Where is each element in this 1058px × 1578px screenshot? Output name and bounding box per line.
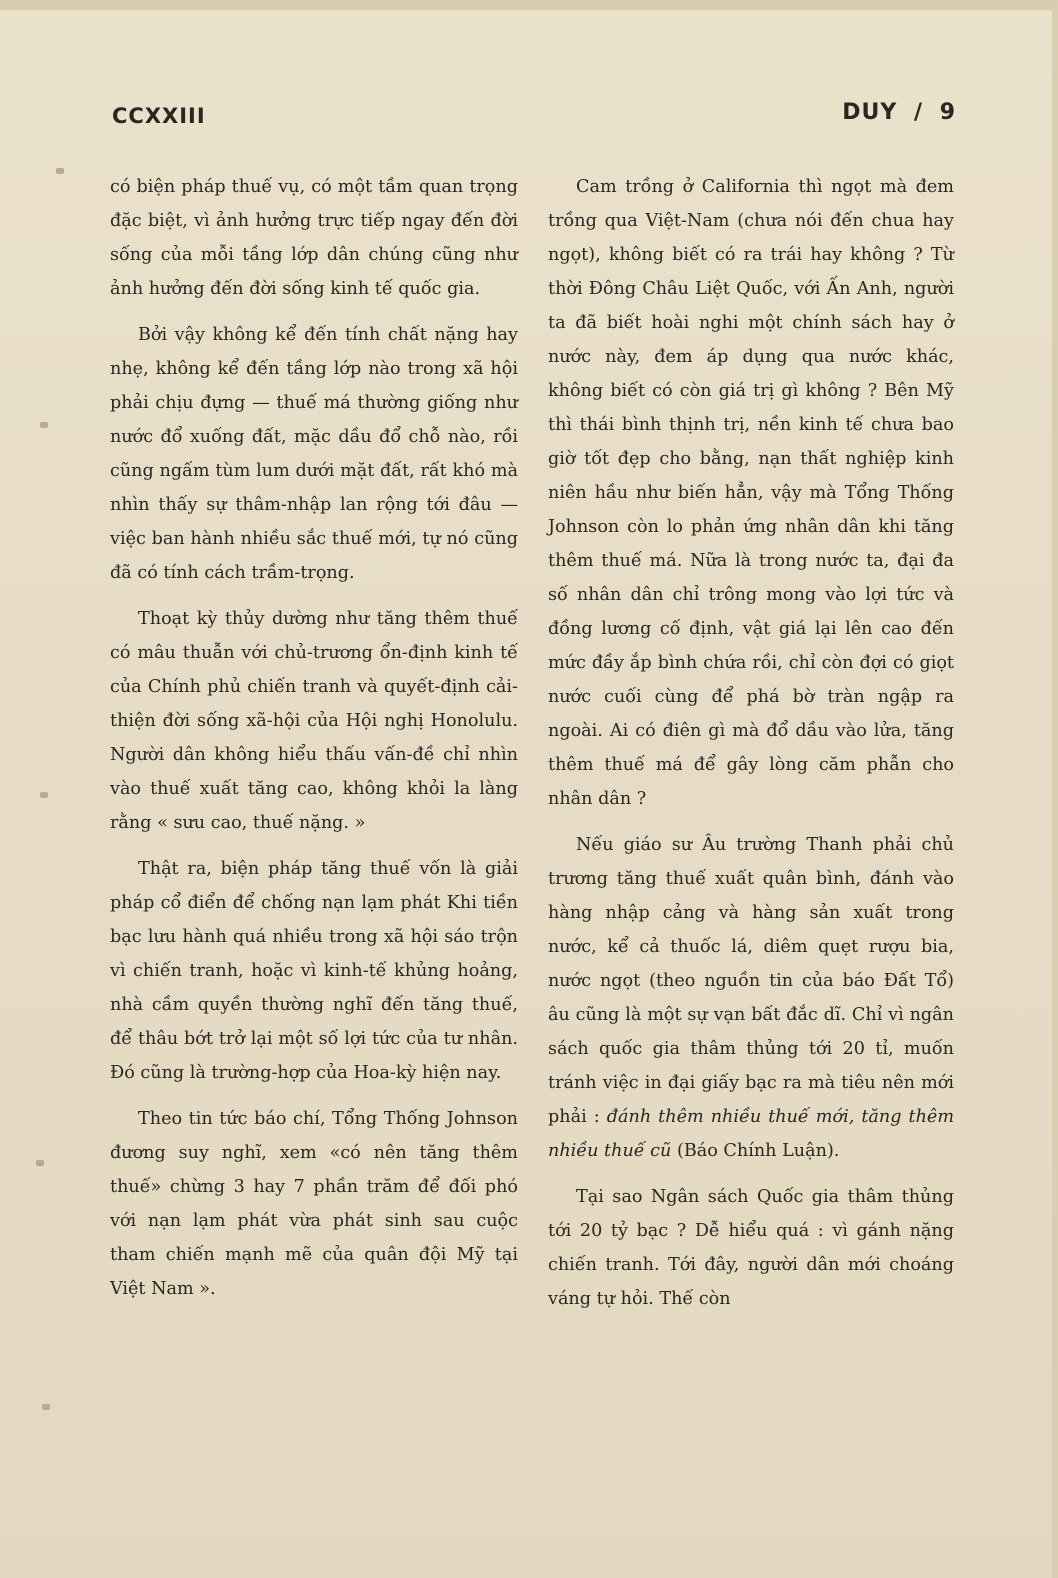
paragraph: Cam trồng ở California thì ngọt mà đem trồng qua Việt-Nam (chưa nói đến chua hay ngọt), không biết có ra trái hay không ? Từ thời Đông Châu Liệt Quốc, với Ấn Anh, người ta đã biết hoài nghi một chính sách hay ở nước này, đem áp dụng qua nước khác, không biết có còn giá trị gì không ? Bên Mỹ thì thái bình thịnh trị, nền kinh tế chưa bao giờ tốt đẹp cho bằng, nạn thất nghiệp kinh niên hầu như biến hẳn, vậy mà Tổng Thống Johnson còn lo phản ứng nhân dân khi tăng thêm thuế má. Nữa là trong nước ta, đại đa số nhân dân chỉ trông mong vào lợi tức và đồng lương cố định, vật giá lại lên cao đến mức đầy ắp bình chứa rồi, chỉ còn đợi có giọt nước cuối cùng để phá bờ tràn ngập ra ngoài. Ai có điên gì mà đổ dầu vào lửa, tăng thêm thuế má để gây lòng căm phẫn cho nhân dân ?: [548, 177, 954, 809]
margin-mark: [40, 792, 48, 798]
margin-mark: [36, 1160, 44, 1166]
paragraph: Tại sao Ngân sách Quốc gia thâm thủng tới 20 tỷ bạc ? Dễ hiểu quá : vì gánh nặng chiến tranh. Tới đây, người dân mới choáng váng tự hỏi. Thế còn: [548, 1187, 954, 1309]
paragraph: Thật ra, biện pháp tăng thuế vốn là giải pháp cổ điển để chống nạn lạm phát Khi tiền bạc lưu hành quá nhiều trong xã hội sáo trộn vì chiến tranh, hoặc vì kinh-tế khủng hoảng, nhà cầm quyền thường nghĩ đến tăng thuế, để thâu bớt trở lại một số lợi tức của tư nhân. Đó cũng là trường-hợp của Hoa-kỳ hiện nay.: [110, 859, 518, 1083]
page-header-right: DUY / 9: [842, 100, 956, 125]
paragraph: có biện pháp thuế vụ, có một tầm quan trọng đặc biệt, vì ảnh hưởng trực tiếp ngay đến đời sống của mỗi tầng lớp dân chúng cũng như ảnh hưởng đến đời sống kinh tế quốc gia.: [110, 177, 518, 299]
margin-mark: [42, 1404, 50, 1410]
paragraph-text: Nếu giáo sư Âu trường Thanh phải chủ trương tăng thuế xuất quân bình, đánh vào hàng nhập cảng và hàng sản xuất trong nước, kể cả thuốc lá, diêm quẹt rượu bia, nước ngọt (theo nguồn tin của báo Đất Tổ) âu cũng là một sự vạn bất đắc dĩ. Chỉ vì ngân sách quốc gia thâm thủng tới 20 tỉ, muốn tránh việc in đại giấy bạc ra mà tiêu nên mới phải :: [548, 835, 954, 1127]
paragraph: Theo tin tức báo chí, Tổng Thống Johnson đương suy nghĩ, xem «có nên tăng thêm thuế» chừng 3 hay 7 phần trăm để đối phó với nạn lạm phát vừa phát sinh sau cuộc tham chiến mạnh mẽ của quân đội Mỹ tại Việt Nam ».: [110, 1109, 518, 1299]
paragraph-text: (Báo Chính Luận).: [676, 1141, 840, 1161]
paragraph: [548, 828, 954, 1168]
margin-mark: [56, 168, 64, 174]
left-column: [110, 170, 518, 1318]
page-edge-right: [1052, 0, 1058, 1578]
page-header-left: CCXXIII: [112, 104, 206, 128]
quoted-italic-text: đánh thêm nhiều thuế mới, tăng thêm nhiều thuế cũ: [548, 1107, 955, 1161]
margin-mark: [40, 422, 48, 428]
paragraph: Thoạt kỳ thủy dường như tăng thêm thuế có mâu thuẫn với chủ-trương ổn-định kinh tế của Chính phủ chiến tranh và quyết-định cải-thiện đời sống xã-hội của Hội nghị Honolulu. Người dân không hiểu thấu vấn-đề chỉ nhìn vào thuế xuất tăng cao, không khỏi la làng rằng « sưu cao, thuế nặng. »: [110, 609, 518, 833]
paragraph: Bởi vậy không kể đến tính chất nặng hay nhẹ, không kể đến tầng lớp nào trong xã hội phải chịu đựng — thuế má thường giống như nước đổ xuống đất, mặc dầu đổ chỗ nào, rồi cũng ngấm tùm lum dưới mặt đất, rất khó mà nhìn thấy sự thâm-nhập lan rộng tới đâu — việc ban hành nhiều sắc thuế mới, tự nó cũng đã có tính cách trầm-trọng.: [110, 325, 518, 583]
page-edge-top: [0, 0, 1058, 10]
right-column: [548, 170, 954, 1328]
